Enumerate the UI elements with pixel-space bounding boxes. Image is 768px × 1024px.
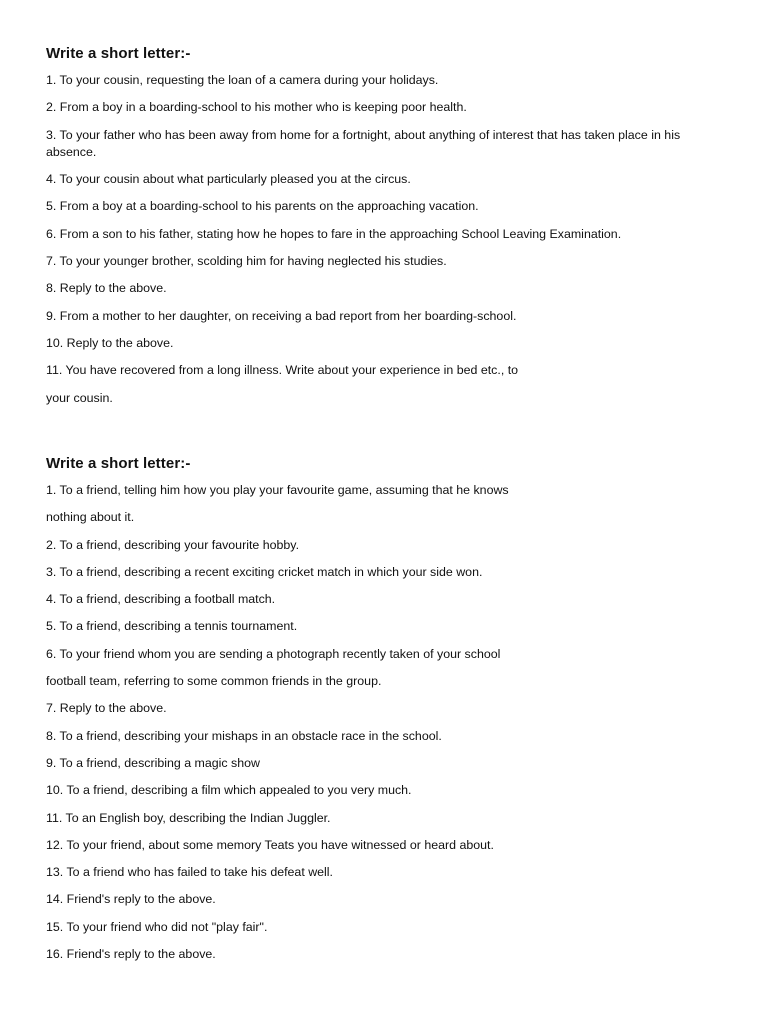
list-item: 6. From a son to his father, stating how he hopes to fare in the approaching School Leaving Examination.	[46, 226, 622, 241]
list-item: 2. From a boy in a boarding-school to his mother who is keeping poor health.	[46, 100, 467, 115]
list-item: 11. You have recovered from a long illness. Write about your experience in bed etc., to	[46, 363, 519, 378]
letter-topics-section-2	[46, 454, 716, 973]
list-item: 15. To your friend who did not "play fair".	[46, 919, 268, 934]
list-item: 1. To a friend, telling him how you play your favourite game, assuming that he knows	[46, 483, 509, 497]
list-item: 4. To a friend, describing a football match.	[46, 592, 276, 607]
list-item: 5. To a friend, describing a tennis tournament.	[46, 619, 298, 634]
list-item: 14. Friend's reply to the above.	[46, 892, 216, 907]
list-item: 3. To your father who has been away from home for a fortnight, about anything of interest that has taken place in his absence.	[46, 127, 681, 159]
list-item: 7. Reply to the above.	[46, 701, 167, 716]
list-item: 9. From a mother to her daughter, on receiving a bad report from her boarding-school.	[46, 308, 517, 323]
list-item: 2. To a friend, describing your favourite hobby.	[46, 537, 300, 552]
list-item: 10. Reply to the above.	[46, 335, 174, 350]
section-heading: Write a short letter:-	[46, 45, 191, 62]
section-heading: Write a short letter:-	[46, 455, 191, 472]
list-item-continuation: your cousin.	[46, 390, 113, 405]
list-item-continuation: nothing about it.	[46, 510, 135, 525]
list-item: 6. To your friend whom you are sending a photograph recently taken of your school	[46, 646, 501, 661]
list-item: 10. To a friend, describing a film which appealed to you very much.	[46, 783, 412, 798]
letter-topics-section-1	[46, 44, 716, 417]
list-item: 8. To a friend, describing your mishaps in an obstacle race in the school.	[46, 728, 442, 743]
list-item: 16. Friend's reply to the above.	[46, 947, 216, 962]
list-item: 3. To a friend, describing a recent exciting cricket match in which your side won.	[46, 564, 483, 579]
list-item: 11. To an English boy, describing the Indian Juggler.	[46, 810, 331, 825]
list-item-continuation: football team, referring to some common friends in the group.	[46, 674, 382, 689]
list-item: 4. To your cousin about what particularly pleased you at the circus.	[46, 172, 411, 187]
list-item: 13. To a friend who has failed to take his defeat well.	[46, 865, 333, 880]
list-item: 7. To your younger brother, scolding him for having neglected his studies.	[46, 254, 447, 269]
list-item: 12. To your friend, about some memory Teats you have witnessed or heard about.	[46, 837, 494, 852]
list-item: 5. From a boy at a boarding-school to his parents on the approaching vacation.	[46, 199, 479, 214]
list-item: 1. To your cousin, requesting the loan of a camera during your holidays.	[46, 73, 439, 87]
list-item: 9. To a friend, describing a magic show	[46, 755, 260, 770]
list-item: 8. Reply to the above.	[46, 281, 167, 296]
